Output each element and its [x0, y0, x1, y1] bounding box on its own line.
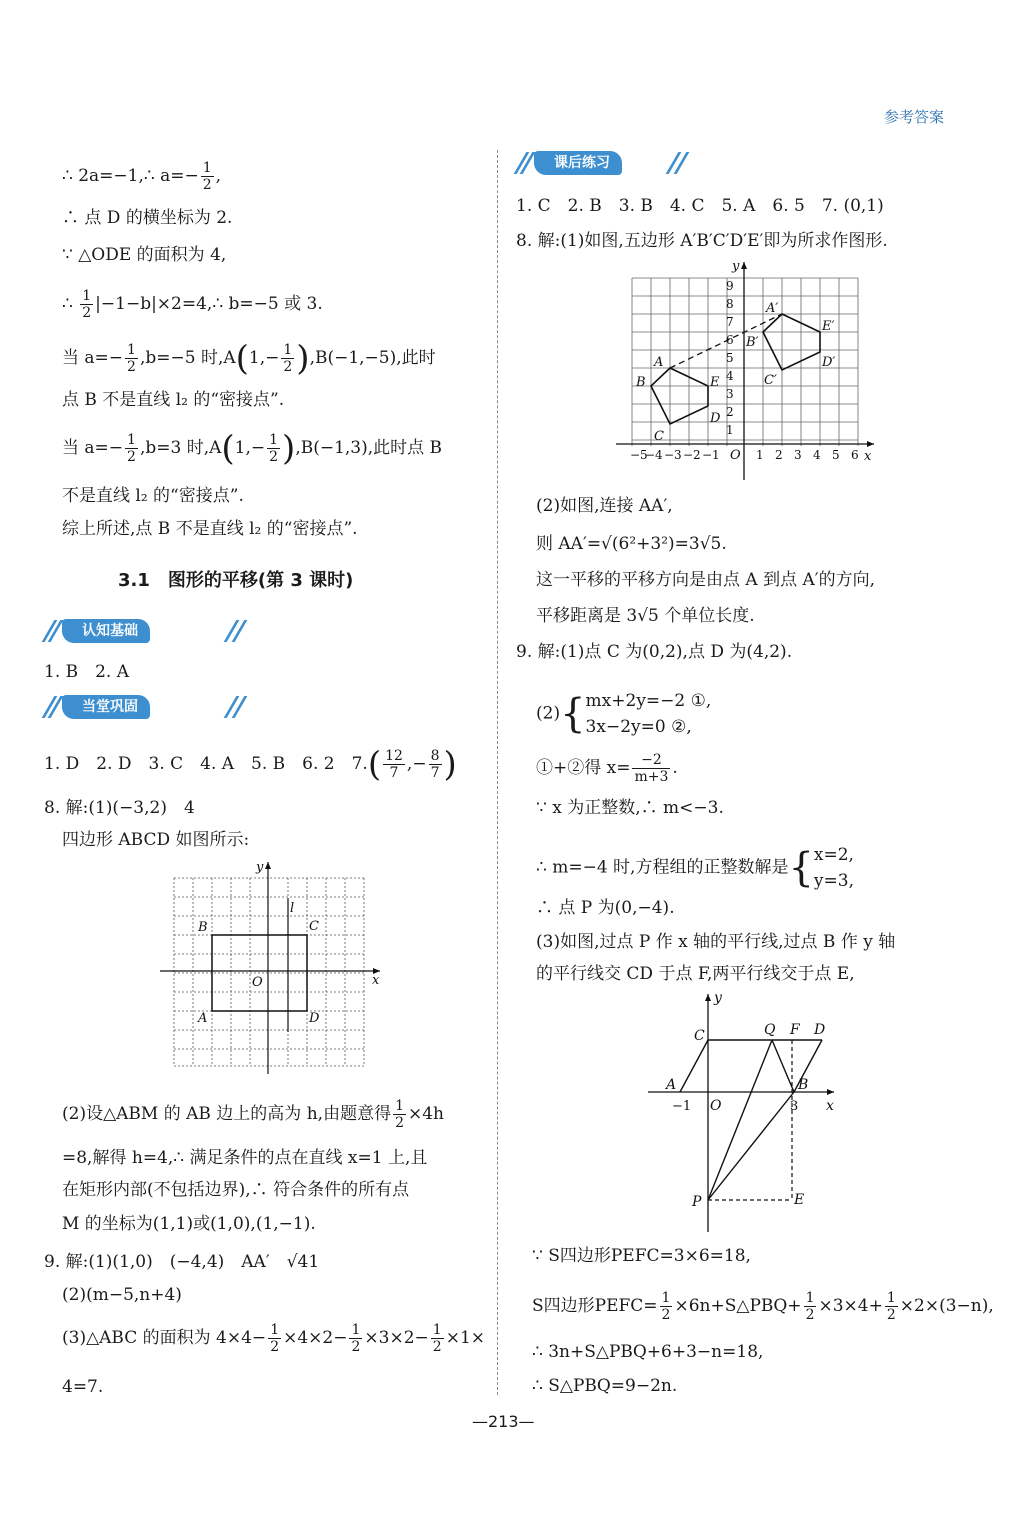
answers-after-class: 1. C 2. B 3. B 4. C 5. A 6. 5 7. (0,1) [516, 196, 884, 216]
left-line-1: ∴ 2a=−1,∴ a=− $\frac{1}{2}$ , [62, 160, 222, 193]
svg-text:1: 1 [756, 448, 764, 462]
header-label: 参考答案 [884, 108, 945, 126]
r-q9-point-p: ∴ 点 P 为(0,−4). [536, 898, 675, 918]
svg-text:D: D [710, 411, 721, 426]
svg-text:Q: Q [764, 1022, 776, 1038]
answers-consolidation: 1. D 2. D 3. C 4. A 5. B 6. 2 7.( $\frac{12}{7}$ ,− $\frac{8}{7}$ ) [44, 744, 457, 785]
figure-rectangle-abcd [158, 858, 388, 1078]
svg-text:9: 9 [726, 279, 734, 293]
tag-cognition-basics: 认知基础 [44, 618, 244, 644]
q8-part1: 8. 解:(1)(−3,2) 4 [44, 798, 195, 818]
q8-part2-line4: M 的坐标为(1,1)或(1,0),(1,−1). [62, 1214, 316, 1234]
figure-pentagon-translation [612, 256, 882, 482]
r-q8-part2-line2: 则 AA′=√(6²+3²)=3√5. [536, 534, 727, 554]
left-line-9: 综上所述,点 B 不是直线 l₂ 的“密接点”. [62, 519, 358, 539]
q8-part2-line1: (2)设△ABM 的 AB 边上的高为 h,由题意得 $\frac{1}{2}$ ×4h [62, 1098, 445, 1131]
svg-text:−3: −3 [664, 448, 682, 462]
svg-text:D: D [814, 1022, 826, 1038]
svg-text:O: O [730, 448, 741, 463]
svg-text:6: 6 [851, 448, 859, 462]
svg-text:A: A [198, 1011, 208, 1026]
svg-text:F: F [790, 1022, 800, 1038]
svg-text:x: x [372, 973, 380, 988]
svg-text:B′: B′ [746, 335, 759, 350]
q8-part2-line3: 在矩形内部(不包括边界),∴ 符合条件的所有点 [62, 1180, 410, 1200]
left-line-6: 点 B 不是直线 l₂ 的“密接点”. [62, 390, 285, 410]
q9-part2: (2)(m−5,n+4) [62, 1285, 182, 1305]
svg-text:−5: −5 [630, 448, 648, 462]
r-area-line4: ∴ S△PBQ=9−2n. [532, 1376, 678, 1396]
svg-text:D′: D′ [822, 355, 836, 370]
svg-text:4: 4 [726, 369, 734, 383]
q9-part1: 9. 解:(1)(1,0) (−4,4) AA′ √41 [44, 1252, 320, 1272]
tag-class-consolidation: 当堂巩固 [44, 694, 244, 720]
r-area-line2: S四边形PEFC= $\frac{1}{2}$ ×6n+S△PBQ+ $\frac{1}{2}$ ×3×4+ $\frac{1}{2}$ ×2×(3−n), [532, 1290, 994, 1323]
svg-text:l: l [290, 901, 295, 916]
svg-text:3: 3 [726, 387, 734, 401]
svg-text:E: E [710, 375, 720, 390]
r-q9-solution: ∴ m=−4 时,方程组的正整数解是{ x=2, y=3, [536, 845, 854, 891]
svg-text:y: y [714, 990, 722, 1006]
left-line-7: 当 a=− $\frac{1}{2}$ ,b=3 时,A(1,− $\frac{1}{2}$ ),B(−1,3),此时点 B [62, 428, 443, 469]
svg-text:C: C [309, 919, 319, 934]
r-area-line3: ∴ 3n+S△PBQ+6+3−n=18, [532, 1342, 764, 1362]
page-number: —213— [472, 1412, 535, 1431]
svg-text:C: C [694, 1028, 705, 1044]
q9-part3-line1: (3)△ABC 的面积为 4×4− $\frac{1}{2}$ ×4×2− $\frac{1}{2}$ ×3×2− $\frac{1}{2}$ ×1× [62, 1322, 486, 1355]
svg-text:2: 2 [775, 448, 783, 462]
r-q9-part1: 9. 解:(1)点 C 为(0,2),点 D 为(4,2). [516, 642, 793, 662]
r-q9-part3-line1: (3)如图,过点 P 作 x 轴的平行线,过点 B 作 y 轴 [536, 932, 896, 952]
left-line-4: ∴ $\frac{1}{2}$ |−1−b|×2=4,∴ b=−5 或 3. [62, 288, 323, 321]
svg-text:4: 4 [813, 448, 821, 462]
svg-text:B: B [798, 1077, 809, 1093]
r-q9-sum: ①+②得 x= $\frac{-2}{m+3}$ . [536, 752, 678, 785]
left-line-2: ∴ 点 D 的横坐标为 2. [62, 208, 233, 228]
q9-part3-line2: 4=7. [62, 1377, 104, 1397]
svg-text:B: B [198, 920, 208, 935]
r-q8-part1: 8. 解:(1)如图,五边形 A′B′C′D′E′即为所求作图形. [516, 231, 888, 251]
svg-text:C: C [654, 429, 664, 444]
column-divider [497, 150, 498, 1395]
r-q9-cond: ∵ x 为正整数,∴ m<−3. [536, 798, 724, 818]
r-q9-part3-line2: 的平行线交 CD 于点 F,两平行线交于点 E, [536, 964, 855, 984]
svg-text:3: 3 [794, 448, 802, 462]
figure-pefc [644, 988, 844, 1238]
svg-text:−4: −4 [645, 448, 663, 462]
svg-text:1: 1 [726, 423, 734, 437]
svg-text:O: O [252, 975, 263, 990]
r-q9-system: (2){ mx+2y=−2 ①, 3x−2y=0 ②, [536, 691, 712, 737]
section-title: 3.1 图形的平移(第 3 课时) [118, 570, 354, 591]
svg-text:y: y [732, 259, 740, 274]
left-line-5: 当 a=− $\frac{1}{2}$ ,b=−5 时,A(1,− $\frac{1}{2}$ ),B(−1,−5),此时 [62, 338, 436, 379]
svg-text:y: y [256, 860, 264, 875]
svg-text:6: 6 [726, 333, 734, 347]
left-line-3: ∵ △ODE 的面积为 4, [62, 245, 227, 265]
r-q8-part2-line3: 这一平移的平移方向是由点 A 到点 A′的方向, [536, 570, 876, 590]
svg-text:B: B [636, 375, 646, 390]
svg-text:5: 5 [832, 448, 840, 462]
r-area-line1: ∵ S四边形PEFC=3×6=18, [532, 1246, 751, 1266]
svg-text:E: E [794, 1192, 805, 1208]
svg-text:C′: C′ [764, 373, 777, 388]
svg-text:D: D [309, 1011, 320, 1026]
svg-text:A: A [654, 355, 664, 370]
svg-text:8: 8 [726, 297, 734, 311]
tag-after-class: 课后练习 [516, 150, 716, 176]
svg-text:3: 3 [790, 1099, 799, 1114]
left-line-8: 不是直线 l₂ 的“密接点”. [62, 486, 244, 506]
q8-quad-caption: 四边形 ABCD 如图所示: [62, 830, 250, 850]
svg-text:2: 2 [726, 405, 734, 419]
svg-text:5: 5 [726, 351, 734, 365]
q8-part2-line2: =8,解得 h=4,∴ 满足条件的点在直线 x=1 上,且 [62, 1148, 428, 1168]
svg-text:P: P [692, 1194, 702, 1210]
svg-text:A: A [666, 1077, 677, 1093]
svg-text:O: O [710, 1098, 722, 1114]
svg-text:−2: −2 [683, 448, 701, 462]
svg-text:A′: A′ [766, 301, 779, 316]
svg-text:x: x [864, 449, 872, 464]
svg-text:x: x [826, 1098, 834, 1114]
r-q8-part2-line1: (2)如图,连接 AA′, [536, 496, 673, 516]
svg-text:−1: −1 [702, 448, 720, 462]
r-q8-part2-line4: 平移距离是 3√5 个单位长度. [536, 606, 755, 626]
svg-text:7: 7 [726, 315, 734, 329]
svg-text:−1: −1 [672, 1099, 692, 1114]
answers-basics: 1. B 2. A [44, 662, 130, 682]
svg-text:E′: E′ [822, 319, 835, 334]
